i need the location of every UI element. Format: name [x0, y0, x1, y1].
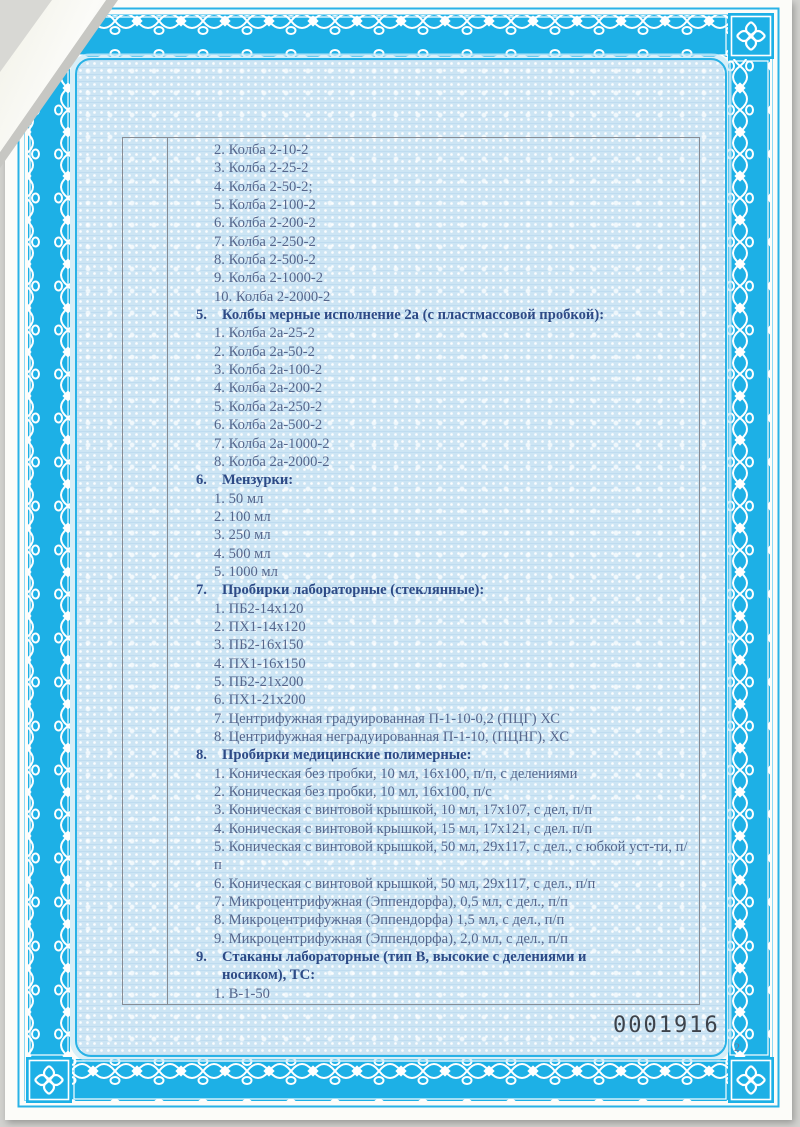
section-heading	[168, 306, 692, 324]
list-item: 2. Колба 2-10-2	[214, 142, 309, 158]
list-item: 2. Колба 2а-50-2	[214, 343, 315, 360]
list-item: 1. 50 мл	[214, 490, 264, 507]
list-item: 8. Колба 2-500-2	[214, 252, 316, 269]
section-number: 9.	[196, 949, 207, 966]
list-item: 4. Коническая с винтовой крышкой, 15 мл, 17х121, с дел. п/п	[214, 820, 593, 837]
list-item: 7. Колба 2а-1000-2	[214, 435, 330, 452]
list-item: 1. Коническая без пробки, 10 мл, 16х100, п/п, с делениями	[214, 765, 578, 782]
page-number: 2	[734, 1040, 740, 1054]
list-item: 3. Колба 2-25-2	[214, 160, 309, 177]
section-title: Пробирки медицинские полимерные:	[222, 747, 472, 764]
list-item: 8. Микроцентрифужная (Эппендорфа) 1,5 мл, с дел., п/п	[214, 912, 565, 929]
section-heading	[168, 746, 692, 764]
list-item: 1. В-1-50	[214, 985, 270, 1002]
section-heading	[168, 471, 692, 489]
list-item: 6. Коническая с винтовой крышкой, 50 мл, 29х117, с дел., п/п	[214, 875, 596, 892]
list-item: 5. 1000 мл	[214, 563, 278, 580]
table-number-column	[123, 138, 168, 1004]
section-title: Стаканы лабораторные (тип В, высокие с делениями и носиком), ТС:	[222, 949, 587, 984]
certificate-paper	[5, 0, 792, 1120]
section-number: 6.	[196, 472, 207, 489]
list-item: 3. Коническая с винтовой крышкой, 10 мл, 17х107, с дел, п/п	[214, 802, 593, 819]
section-number: 5.	[196, 307, 207, 324]
list-item: 6. Колба 2а-500-2	[214, 417, 323, 434]
section-number: 8.	[196, 747, 207, 764]
list-item: 4. 500 мл	[214, 545, 271, 562]
section-title: Мензурки:	[222, 472, 294, 489]
list-item: 1. ПБ2-14х120	[214, 600, 304, 617]
serial-number: 0001916	[613, 1013, 720, 1038]
list-item: 6. Колба 2-200-2	[214, 215, 316, 232]
list-item: 1. Колба 2а-25-2	[214, 325, 315, 342]
section-title: Пробирки лабораторные (стеклянные):	[222, 582, 485, 599]
list-item: 4. Колба 2а-200-2	[214, 380, 323, 397]
list-item: 2. Коническая без пробки, 10 мл, 16х100, п/с	[214, 784, 492, 801]
section-number: 7.	[196, 582, 207, 599]
corner-square-bottom-right	[728, 1057, 774, 1103]
list-item: 4. Колба 2-50-2;	[214, 178, 313, 195]
list-item: 8. Центрифужная неградуированная П-1-10, (ПЦНГ), ХС	[214, 729, 570, 745]
list-item: 5. Колба 2-100-2	[214, 197, 316, 214]
section-title: Колбы мерные исполнение 2а (с пластмассовой пробкой):	[222, 307, 605, 324]
list-item: 8. Колба 2а-2000-2	[214, 453, 330, 470]
corner-square-top-right	[728, 13, 774, 59]
list-item: 7. Микроцентрифужная (Эппендорфа), 0,5 мл, с дел., п/п	[214, 894, 568, 911]
list-item: 3. ПБ2-16х150	[214, 637, 304, 654]
list-item: 5. ПБ2-21х200	[214, 673, 304, 690]
list-item: 9. Колба 2-1000-2	[214, 270, 324, 287]
equipment-list-table	[122, 137, 700, 1005]
list-item: 6. ПХ1-21х200	[214, 692, 306, 709]
list-item: 3. 250 мл	[214, 527, 271, 544]
list-item: 7. Колба 2-250-2	[214, 233, 316, 250]
section-heading	[168, 581, 692, 599]
list-item: 2. ПХ1-14х120	[214, 618, 306, 635]
list-item: 9. Микроцентрифужная (Эппендорфа), 2,0 мл, с дел., п/п	[214, 930, 568, 947]
list-item: 2. 100 мл	[214, 508, 271, 525]
list-item: 10. Колба 2-2000-2	[214, 288, 331, 305]
list-item: 5. Колба 2а-250-2	[214, 398, 323, 415]
section-heading	[168, 948, 692, 985]
list-item: 7. Центрифужная градуированная П-1-10-0,2 (ПЦГ) ХС	[214, 710, 561, 727]
list-item: 5. Коническая с винтовой крышкой, 50 мл, 29х117, с дел., с юбкой уст-ти, п/п	[214, 839, 688, 874]
list-item: 4. ПХ1-16х150	[214, 655, 306, 672]
corner-square-bottom-left	[26, 1057, 72, 1103]
list-item: 3. Колба 2а-100-2	[214, 362, 323, 379]
equipment-list	[168, 141, 692, 1003]
